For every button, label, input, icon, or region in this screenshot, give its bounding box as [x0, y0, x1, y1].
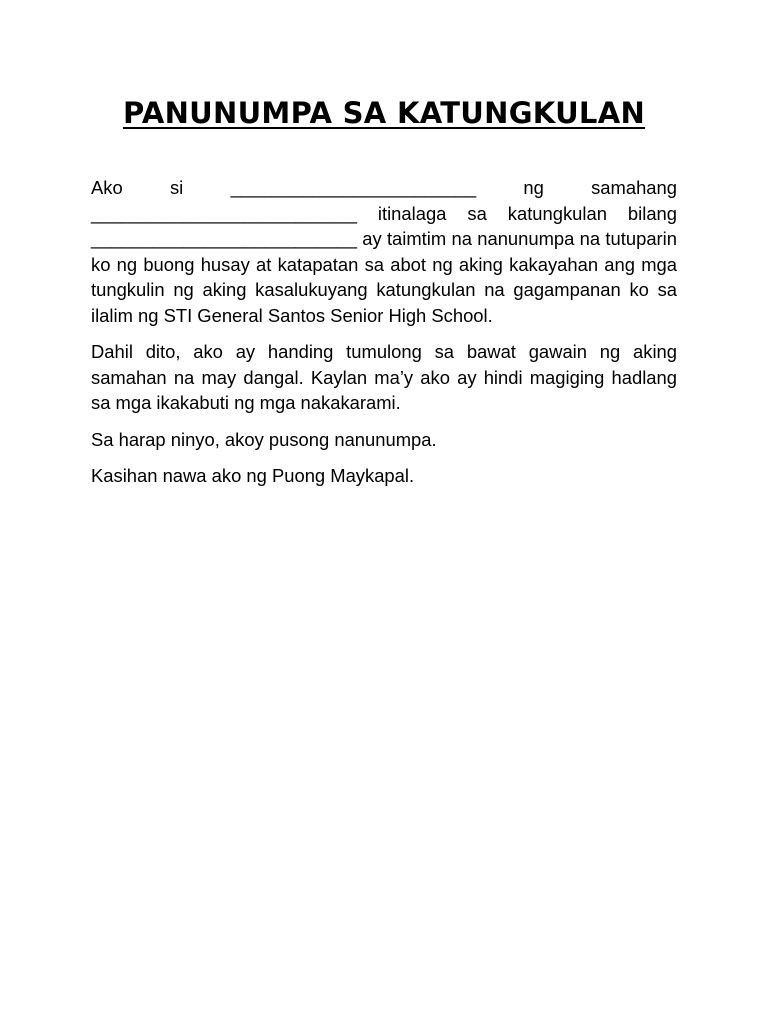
commitment-paragraph: Dahil dito, ako ay handing tumulong sa bawat gawain ng aking samahan na may dangal. Kaylan ma’y ako ay hindi magiging hadlang sa mga ikakabuti ng mga nakakarami. — [91, 341, 677, 413]
oath-paragraph: Ako si ________________________ ng samahang __________________________ itinalaga sa katungkulan bilang __________________________ ay taimtim na nanunumpa na tutuparin ko ng buong husay at katapatan sa abot ng aking kakayahan ang mga tungkulin ng aking kasalukuyang katungkulan na gagampanan ko sa ilalim ng STI General Santos Senior High School. — [91, 177, 677, 326]
pledge-paragraph: Sa harap ninyo, akoy pusong nanunumpa. — [91, 428, 437, 450]
document-body — [91, 175, 677, 500]
document-title: PANUNUMPA SA KATUNGKULAN — [122, 96, 646, 130]
closing-paragraph: Kasihan nawa ako ng Puong Maykapal. — [91, 465, 415, 486]
